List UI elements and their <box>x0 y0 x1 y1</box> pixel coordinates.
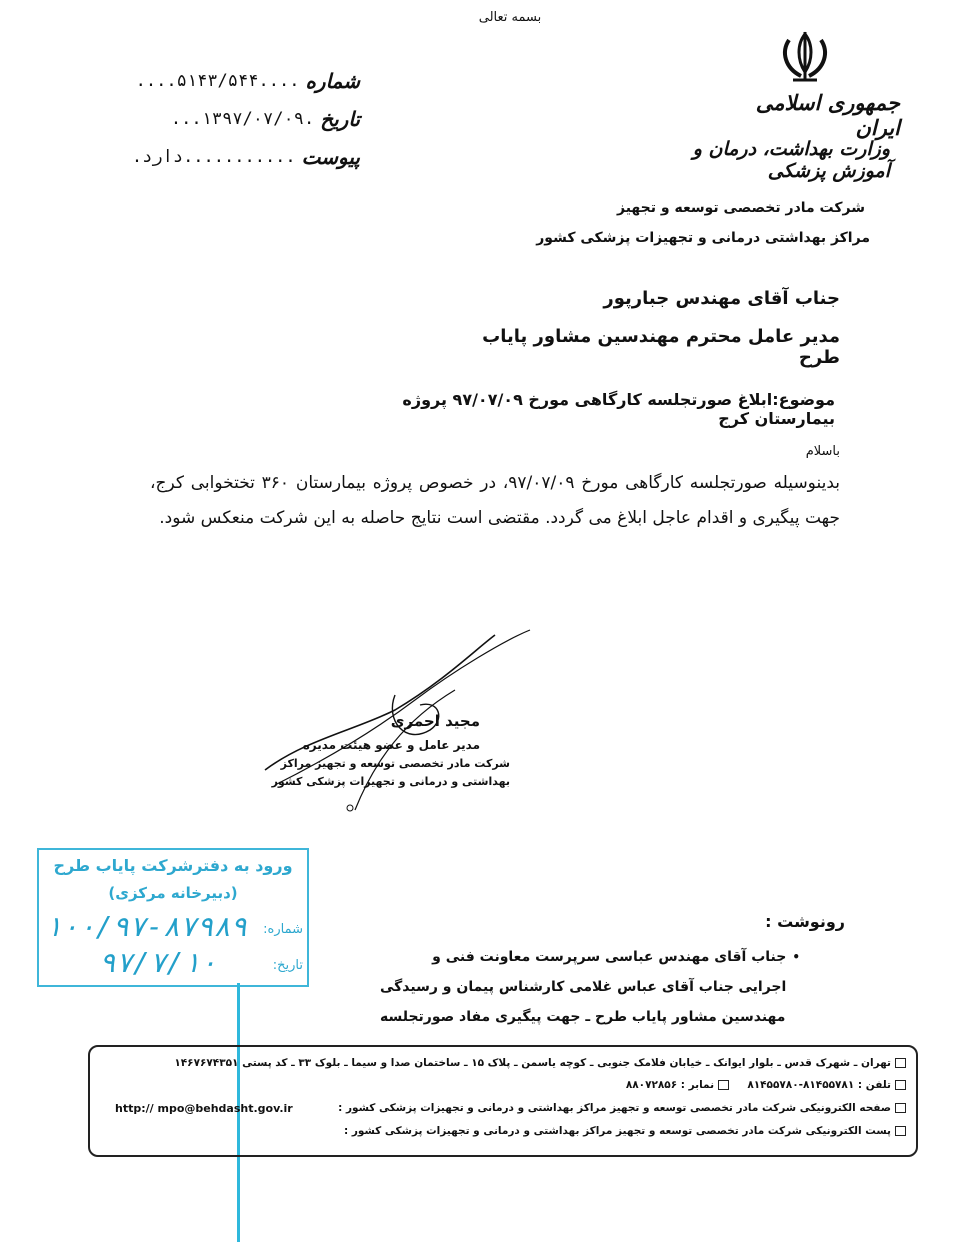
signer-title: مدیر عامل و عضو هیئت مدیره <box>302 738 480 752</box>
calligraphy-line-2: وزارت بهداشت، درمان و آموزش پزشکی <box>692 138 890 182</box>
attachment-value: ...........دارد. <box>131 147 296 167</box>
basmala: بسمه تعالی <box>478 10 542 25</box>
org-line-2: مراکز بهداشتی درمانی و تجهیزات پزشکی کشور <box>536 230 870 246</box>
bullet-icon: • <box>792 950 800 964</box>
attachment-row <box>131 138 360 176</box>
cc-item-text: مهندسین مشاور پایاب طرح ـ جهت پیگیری مفاد صورتجلسه <box>380 1009 786 1025</box>
footer-website <box>310 1102 906 1114</box>
stamp-title: ورود به دفترشرکت پایاب طرح <box>53 856 293 875</box>
signer-org-line-1: شرکت مادر تخصصی توسعه و تجهیز مراکز <box>280 757 510 770</box>
number-label: شماره <box>305 69 360 93</box>
greeting: باسلام <box>805 444 840 459</box>
footer-phone: تلفن : ۸۱۴۵۵۷۸۱-۸۱۴۵۵۷۸۰ <box>747 1079 891 1091</box>
letter-number: ....۵۱۴۳/۵۴۴.... <box>135 71 300 91</box>
cc-list <box>380 942 800 1032</box>
stamp-number: ۱۰۰/۹۷-۸۷۹۸۹ <box>45 910 248 943</box>
stamp-date-label: تاریخ: <box>272 958 303 973</box>
mail-icon <box>895 1103 906 1113</box>
fax-icon <box>718 1080 729 1090</box>
cc-heading: رونوشت : <box>765 912 845 931</box>
attachment-label: پیوست <box>301 145 360 169</box>
stamp-subtitle: (دبیرخانه مرکزی) <box>108 884 238 902</box>
footer-phone-fax <box>100 1079 906 1091</box>
number-row <box>135 62 360 100</box>
footer-email-text: پست الکترونیکی شرکت مادر تخصصی توسعه و تجهیز مراکز بهداشتی و درمانی و تجهیزات پزشکی کشور : <box>344 1125 891 1137</box>
date-label: تاریخ <box>320 107 360 131</box>
receipt-stamp <box>37 848 309 987</box>
footer-address <box>100 1057 906 1069</box>
iran-emblem-icon <box>775 30 835 85</box>
envelope-icon <box>895 1058 906 1068</box>
cc-item-text: جناب آقای عباس غلامی کارشناس پیمان و رسیدگی <box>380 979 734 995</box>
mail-icon <box>895 1126 906 1136</box>
footer-fax: نمابر : ۸۸۰۷۲۸۵۶ <box>625 1079 715 1091</box>
signer-org-line-2: بهداشتی و درمانی و تجهیزات پزشکی کشور <box>271 775 510 788</box>
addressee-name: جناب آقای مهندس جبارپور <box>603 288 840 309</box>
letter-meta <box>131 62 360 176</box>
cc-item <box>380 1002 800 1032</box>
footer-contact-box <box>88 1045 918 1157</box>
addressee-title: مدیر عامل محترم مهندسین مشاور پایاب طرح <box>482 326 840 368</box>
date-row <box>160 100 360 138</box>
signer-name: مجید احمری <box>390 712 480 730</box>
phone-icon <box>895 1080 906 1090</box>
calligraphy-line-1: جمهوری اسلامی ایران <box>755 90 900 140</box>
footer-email <box>100 1125 906 1137</box>
stamp-number-label: شماره: <box>263 922 303 937</box>
cc-item-text: جناب آقای مهندس عباسی سرپرست معاونت فنی و اجرایی <box>432 949 787 995</box>
letter-date: ...۱۳۹۷/۰۷/۰۹. <box>170 109 315 129</box>
footer-url[interactable]: http:// mpo@behdasht.gov.ir <box>115 1102 293 1115</box>
stamp-date: ۹۷/۷/۱۰ <box>99 946 218 979</box>
cc-item <box>380 972 800 1002</box>
org-line-1: شرکت مادر تخصصی توسعه و تجهیز <box>617 200 865 216</box>
footer-address-text: تهران ـ شهرک قدس ـ بلوار ایوانک ـ خیابان فلامک جنوبی ـ کوچه یاسمن ـ پلاک ۱۵ ـ ساختمان صدا و سیما ـ بلوک ۳۳ ـ کد پستی ۱۴۶۷۶۷۴۳۵۱ <box>174 1057 891 1069</box>
letter-body: بدینوسیله صورتجلسه کارگاهی مورخ ۹۷/۰۷/۰۹، در خصوص پروژه بیمارستان ۳۶۰ تختخوابی کرج، جهت پیگیری و اقدام عاجل ابلاغ می گردد. مقتضی است نتایج حاصله به این شرکت منعکس شود. <box>150 473 840 528</box>
footer-website-text: صفحه الکترونیکی شرکت مادر تخصصی توسعه و تجهیز مراکز بهداشتی و درمانی و تجهیزات پزشکی کشور : <box>338 1102 891 1114</box>
letter-subject: موضوع:ابلاغ صورتجلسه کارگاهی مورخ ۹۷/۰۷/۰۹ پروژه بیمارستان کرج <box>402 390 835 428</box>
